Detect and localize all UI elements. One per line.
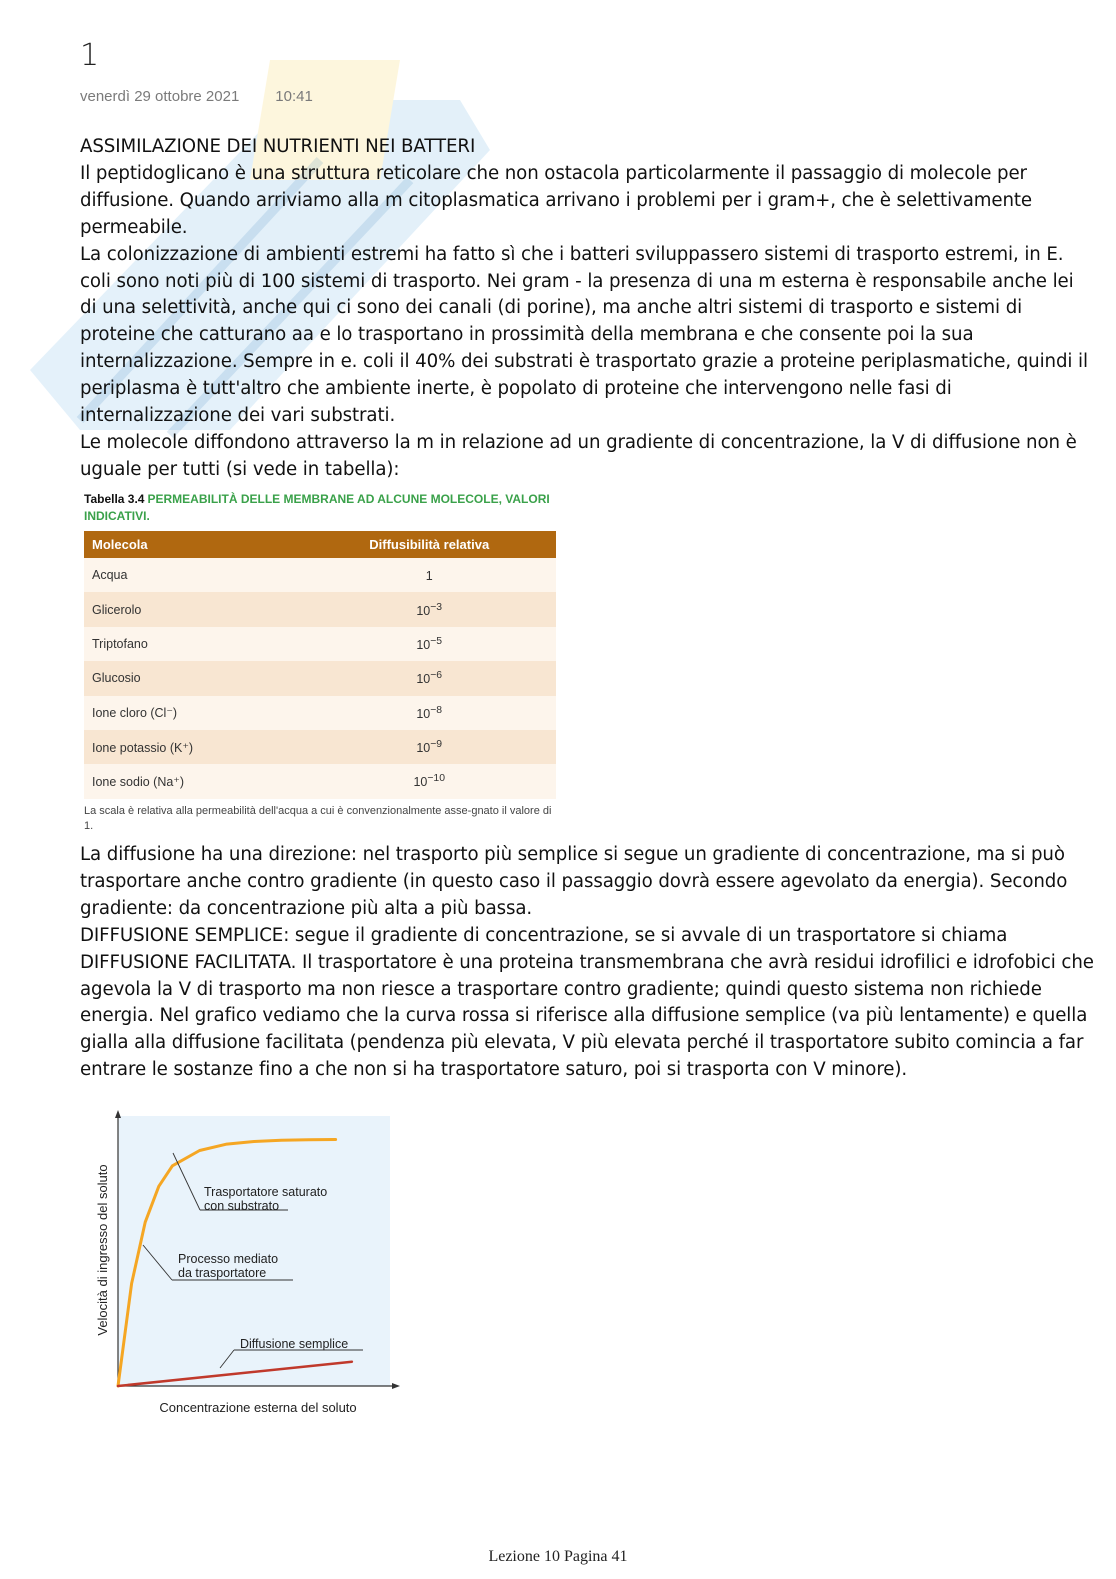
table-row (84, 661, 556, 695)
table-header-diffusibilita: Diffusibilità relativa (302, 531, 556, 558)
page-title: 1 (80, 38, 100, 73)
annotation-saturato-1: Trasportatore saturato (204, 1185, 328, 1199)
paragraph: Le molecole diffondono attraverso la m in relazione ad un gradiente di concentrazione, la V di diffusione non è uguale per tutti (si vede in tabella): (80, 431, 1077, 480)
chart-y-axis-arrow (115, 1110, 121, 1118)
table-caption (84, 491, 559, 525)
table-cell-molecule: Acqua (84, 558, 302, 592)
chart-x-label: Concentrazione esterna del soluto (159, 1400, 357, 1415)
table-cell-molecule: Ione sodio (Na⁺) (84, 764, 302, 798)
page-meta (80, 88, 313, 105)
page-date: venerdì 29 ottobre 2021 (80, 88, 240, 105)
table-cell-molecule: Glicerolo (84, 592, 302, 626)
table-row (84, 592, 556, 626)
table-cell-molecule: Glucosio (84, 661, 302, 695)
annotation-mediato-1: Processo mediato (178, 1252, 279, 1266)
table-cell-value: $10^{-9}$ (302, 730, 556, 764)
table-cell-value: $10^{-8}$ (302, 696, 556, 730)
paragraph: La colonizzazione di ambienti estremi ha fatto sì che i batteri sviluppassero sistemi di trasporto estremi, in E. coli sono noti più di 100 sistemi di trasporto. Nei gram - la presenza di una m esterna è responsabile anche lei di una selettività, anche qui ci sono dei canali (di porine), ma anche altri sistemi di trasporto e sistemi di proteine che catturano aa e lo trasportano in prossimità della membrana e che consente poi la sua internalizzazione. Sempre in e. coli il 40% dei substrati è trasportato grazie a proteine periplasmatiche, quindi il periplasma è tutt'altro che ambiente inerte, è popolato di proteine che intervengono nelle fasi di internalizzazione dei vari substrati. (80, 243, 1088, 427)
annotation-semplice: Diffusione semplice (240, 1337, 349, 1351)
paragraph: La diffusione ha una direzione: nel trasporto più semplice si segue un gradiente di concentrazione, ma si può trasportare anche contro gradiente (in questo caso il passaggio dovrà essere agevolato da energia). Secondo gradiente: da concentrazione più alta a più bassa. (80, 844, 1068, 919)
table-title: PERMEABILITÀ DELLE MEMBRANE AD ALCUNE MOLECOLE, VALORI INDICATIVI. (84, 492, 550, 523)
annotation-mediato-2: da trasportatore (178, 1266, 267, 1280)
diffusion-chart (88, 1110, 418, 1422)
page-time: 10:41 (275, 88, 313, 105)
permeability-table (84, 531, 556, 799)
table-note: La scala è relativa alla permeabilità dell'acqua a cui è convenzionalmente asse-gnato il valore di 1. (84, 804, 552, 832)
table-cell-molecule: Ione cloro (Cl⁻) (84, 696, 302, 730)
permeability-table-figure (84, 491, 559, 834)
note-body-bottom (80, 842, 1095, 1084)
table-cell-value: $10^{-6}$ (302, 661, 556, 695)
table-cell-value: 1 (302, 558, 556, 592)
table-cell-molecule: Triptofano (84, 627, 302, 661)
table-cell-molecule: Ione potassio (K⁺) (84, 730, 302, 764)
table-row (84, 696, 556, 730)
table-cell-value: $10^{-5}$ (302, 627, 556, 661)
table-row (84, 730, 556, 764)
paragraph: Il peptidoglicano è una struttura reticolare che non ostacola particolarmente il passaggio di molecole per diffusione. Quando arriviamo alla m citoplasmatica arrivano i problemi per i gram+, che è selettivamente permeabile. (80, 162, 1033, 238)
note-body-top (80, 134, 1095, 484)
table-cell-value: $10^{-3}$ (302, 592, 556, 626)
chart-y-label: Velocità di ingresso del soluto (95, 1164, 110, 1336)
table-row (84, 558, 556, 592)
section-heading: ASSIMILAZIONE DEI NUTRIENTI NEI BATTERI (80, 136, 476, 157)
annotation-saturato-2: con substrato (204, 1199, 280, 1213)
table-row (84, 627, 556, 661)
chart-x-axis-arrow (392, 1383, 400, 1389)
table-cell-value: $10^{-10}$ (302, 764, 556, 798)
table-header-row (84, 531, 556, 558)
table-header-molecola: Molecola (84, 531, 302, 558)
paragraph: DIFFUSIONE SEMPLICE: segue il gradiente di concentrazione, se si avvale di un trasportatore si chiama DIFFUSIONE FACILITATA. Il trasportatore è una proteina transmembrana che avrà residui idrofilici e idrofobici che agevola la V di trasporto ma non riesce a trasportare contro gradiente; quindi questo sistema non richiede energia. Nel grafico vediamo che la curva rossa si riferisce alla diffusione semplice (va più lentamente) e quella gialla alla diffusione facilitata (pendenza più elevata, V più elevata perché il trasportatore subito comincia a far entrare le sostanze fino a che non si ha trasportatore saturo, poi si trasporta con V minore). (80, 924, 1094, 1081)
table-row (84, 764, 556, 798)
page-footer: Lezione 10 Pagina 41 (488, 1548, 628, 1565)
table-label: Tabella 3.4 (84, 492, 145, 506)
